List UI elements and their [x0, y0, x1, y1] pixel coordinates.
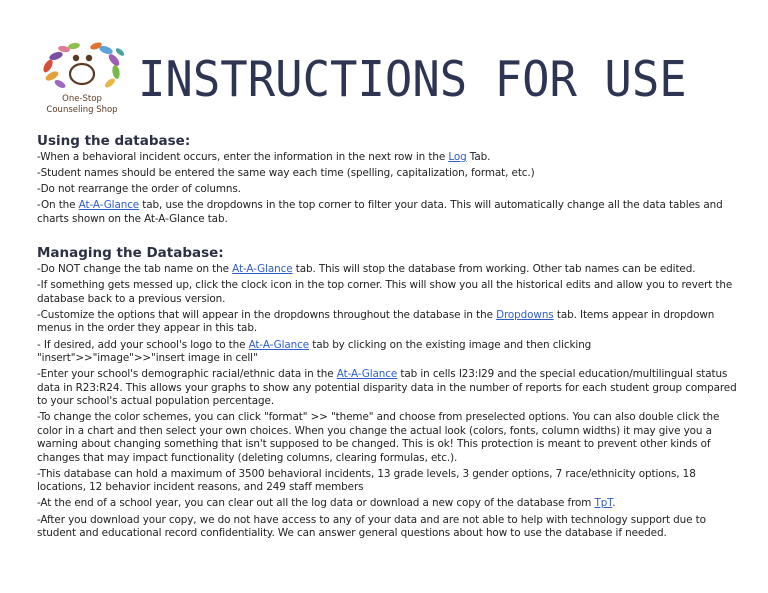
section-list-using	[37, 151, 737, 226]
instruction-item	[37, 497, 737, 511]
instruction-text: Tab.	[466, 151, 491, 163]
tab-link-at-a-glance[interactable]: At-A-Glance	[336, 368, 398, 381]
instruction-text: -Enter your school's demographic racial/ethnic data in the	[37, 368, 337, 381]
instruction-item	[37, 199, 737, 226]
instruction-text: .	[612, 497, 616, 510]
instruction-text: tab, use the dropdowns in the top corner to filter your data. This will automatically change all the data tables and charts shown on the At-A-Glance tab.	[37, 199, 723, 225]
section-heading-using: Using the database:	[37, 133, 191, 149]
logo-text	[34, 94, 130, 116]
section-list-managing	[37, 263, 737, 540]
instruction-item	[37, 339, 737, 366]
page-title: INSTRUCTIONS FOR USE	[138, 51, 687, 108]
instruction-item	[37, 368, 737, 409]
section-heading-managing: Managing the Database:	[37, 245, 224, 262]
instruction-text: -At the end of a school year, you can clear out all the log data or download a new copy of the database from	[37, 497, 595, 510]
instruction-text: -On the	[37, 199, 79, 212]
instruction-text: tab. Items appear in dropdown menus in the order they appear in this tab.	[37, 308, 715, 335]
instruction-text: -To change the color schemes, you can click "format" >> "theme" and choose from preselected options. You can also double click the color in a chart and then select your own choices. When you change the actual look (colors, fonts, column widths) it may give you a warning about changing something that isn't supposed to be changed. This is ok! This protection is meant to prevent other kinds of changes that may impact functionality (deleting columns, clearing formulas, etc.).	[37, 411, 720, 464]
tab-link-at-a-glance[interactable]: At-A-Glance	[248, 338, 310, 351]
instruction-item	[37, 183, 737, 197]
header	[0, 0, 768, 130]
instruction-text: -This database can hold a maximum of 3500 behavioral incidents, 13 grade levels, 3 gender options, 7 race/ethnicity options, 18 locations, 12 behavior incident reasons, and 249 staff members	[37, 467, 696, 494]
instruction-item	[37, 309, 737, 336]
logo-line-2: Counseling Shop	[46, 105, 118, 115]
tab-link-log[interactable]: Log	[448, 151, 467, 163]
instruction-item	[37, 411, 737, 465]
logo	[34, 40, 130, 122]
instruction-text: -Do not rearrange the order of columns.	[37, 183, 241, 196]
logo-line-1: One-Stop	[62, 94, 102, 104]
instruction-item	[37, 279, 737, 306]
instruction-item	[37, 263, 737, 277]
instruction-item	[37, 167, 737, 181]
tab-link-at-a-glance[interactable]: At-A-Glance	[232, 263, 293, 276]
instruction-text: tab by clicking on the existing image and then clicking "insert">>"image">>"insert image in cell"	[37, 338, 592, 365]
tab-link-tpt[interactable]: TpT	[594, 497, 613, 510]
instruction-text: -Do NOT change the tab name on the	[37, 263, 233, 276]
instructions-content	[37, 131, 737, 541]
instruction-item	[37, 468, 737, 495]
instruction-text: -If something gets messed up, click the clock icon in the top corner. This will show you all the historical edits and allow you to revert the database back to a previous version.	[37, 279, 733, 305]
instruction-item	[37, 514, 737, 541]
instruction-text: -When a behavioral incident occurs, enter the information in the next row in the	[37, 151, 449, 163]
instruction-text: tab in cells I23:I29 and the special education/multilingual status data in R23:R24. This allows your graphs to show any potential disparity data in the number of reports for each student group compared to your school's actual population percentage.	[37, 368, 737, 408]
instruction-text: -After you download your copy, we do not have access to any of your data and are not able to help with technology support due to student and educational record confidentiality. We can answer general questions about how to use the database if needed.	[37, 513, 706, 540]
tab-link-dropdowns[interactable]: Dropdowns	[496, 308, 554, 321]
instruction-item	[37, 151, 737, 165]
logo-leaves-icon	[34, 40, 130, 96]
instruction-text: tab. This will stop the database from working. Other tab names can be edited.	[292, 263, 696, 276]
instruction-text: - If desired, add your school's logo to the	[37, 338, 249, 351]
instruction-text: -Customize the options that will appear in the dropdowns throughout the database in the	[37, 308, 497, 321]
tab-link-at-a-glance[interactable]: At-A-Glance	[78, 199, 140, 212]
instruction-text: -Student names should be entered the same way each time (spelling, capitalization, format, etc.)	[37, 167, 535, 180]
